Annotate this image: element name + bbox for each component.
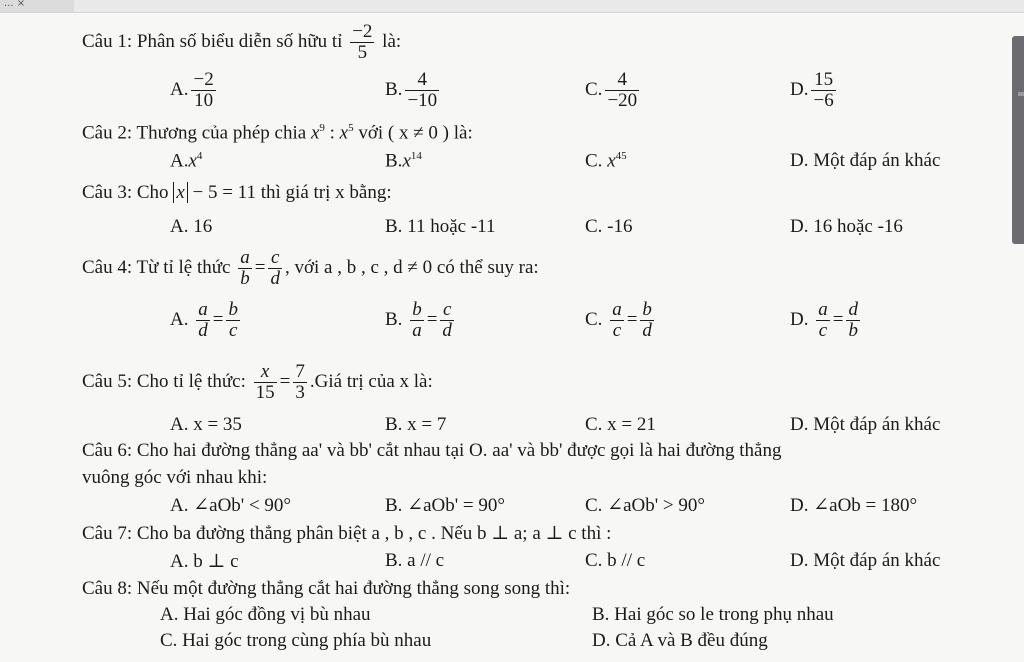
- q8-option-c[interactable]: C. Hai góc trong cùng phía bù nhau: [160, 630, 432, 651]
- q4-option-a[interactable]: A. $\frac{a}{d}$ = $\frac{b}{c}$: [170, 299, 238, 341]
- q6-option-d[interactable]: D. ∠aOb = 180°: [790, 495, 918, 516]
- q3-option-c[interactable]: C. -16: [585, 216, 633, 237]
- q6-option-b[interactable]: B. ∠aOb' = 90°: [385, 495, 505, 516]
- q6-option-c[interactable]: C. ∠aOb' > 90°: [585, 495, 705, 516]
- question-4: Câu 4: Từ tỉ lệ thức $\frac{a}{b}$ = $\frac{c}{d}$ , với a , b , c , d ≠ 0 có thể suy ra:: [82, 247, 539, 289]
- q4-option-d[interactable]: D. $\frac{a}{c}$ = $\frac{d}{b}$: [790, 299, 858, 341]
- question-1-text: Câu 1: Phân số biểu diễn số hữu tỉ: [82, 30, 343, 52]
- question-6-line-2: vuông góc với nhau khi:: [82, 467, 268, 488]
- question-8: Câu 8: Nếu một đường thẳng cắt hai đường thẳng song song thì:: [82, 578, 571, 599]
- browser-tab[interactable]: ... ×: [0, 0, 74, 12]
- browser-top-bar: [0, 0, 1024, 13]
- q1-option-d[interactable]: D. $\frac{15}{-6}$: [790, 69, 834, 111]
- q7-option-b[interactable]: B. a // c: [385, 550, 445, 571]
- q2-option-a[interactable]: $A.x^4$: [170, 150, 203, 172]
- q7-option-a[interactable]: A. b ⊥ c: [170, 551, 239, 572]
- question-7: Câu 7: Cho ba đường thẳng phân biệt a , b , c . Nếu b ⊥ a; a ⊥ c thì :: [82, 523, 612, 544]
- question-3: Câu 3: Cho x − 5 = 11 thì giá trị x bằng:: [82, 182, 392, 203]
- q5-option-b[interactable]: B. x = 7: [385, 414, 447, 435]
- q7-option-c[interactable]: C. b // c: [585, 550, 646, 571]
- question-1-tail: là:: [382, 30, 402, 52]
- q5-option-a[interactable]: A. x = 35: [170, 414, 242, 435]
- question-1: [82, 22, 401, 63]
- q2-option-b[interactable]: $B.x^{14}$: [385, 150, 422, 172]
- question-2-text: Câu 2: Thương của phép chia: [82, 122, 307, 144]
- q4-option-b[interactable]: B. $\frac{b}{a}$ = $\frac{c}{d}$: [385, 299, 452, 341]
- q8-option-a[interactable]: A. Hai góc đồng vị bù nhau: [160, 604, 371, 625]
- q3-option-a[interactable]: A. 16: [170, 216, 213, 237]
- q7-option-d[interactable]: D. Một đáp án khác: [790, 550, 941, 571]
- q5-option-c[interactable]: C. x = 21: [585, 414, 656, 435]
- side-marker: [1018, 92, 1024, 96]
- question-6-line-1: Câu 6: Cho hai đường thẳng aa' và bb' cắt nhau tại O. aa' và bb' được gọi là hai đường thẳng: [82, 440, 782, 461]
- scrollbar-thumb[interactable]: [1012, 36, 1024, 244]
- q3-option-d[interactable]: D. 16 hoặc -16: [790, 216, 903, 237]
- q4-option-c[interactable]: C. $\frac{a}{c}$ = $\frac{b}{d}$: [585, 299, 652, 341]
- q1-option-b[interactable]: B. $\frac{4}{-10}$: [385, 69, 438, 111]
- q1-option-c[interactable]: C. $\frac{4}{-20}$: [585, 69, 638, 111]
- q6-option-a[interactable]: A. ∠aOb' < 90°: [170, 495, 292, 516]
- q8-option-b[interactable]: B. Hai góc so le trong phụ nhau: [592, 604, 834, 625]
- question-5: Câu 5: Cho tỉ lệ thức: $\frac{x}{15}$ = $\frac{7}{3}$ .Giá trị của x là:: [82, 361, 433, 403]
- q3-option-b[interactable]: B. 11 hoặc -11: [385, 216, 496, 237]
- q5-option-d[interactable]: D. Một đáp án khác: [790, 414, 941, 435]
- q8-option-d[interactable]: D. Cả A và B đều đúng: [592, 630, 768, 651]
- q2-option-c[interactable]: C. $x^{45}$: [585, 150, 627, 172]
- question-1-fraction: $\frac{-2}{5}$: [352, 21, 373, 63]
- question-2: Câu 2: Thương của phép chia $x^9$ : $x^5$ với ( x ≠ 0 ) là:: [82, 122, 473, 144]
- q1-option-a[interactable]: A. $\frac{-2}{10}$: [170, 69, 214, 111]
- q2-option-d[interactable]: D. Một đáp án khác: [790, 150, 941, 171]
